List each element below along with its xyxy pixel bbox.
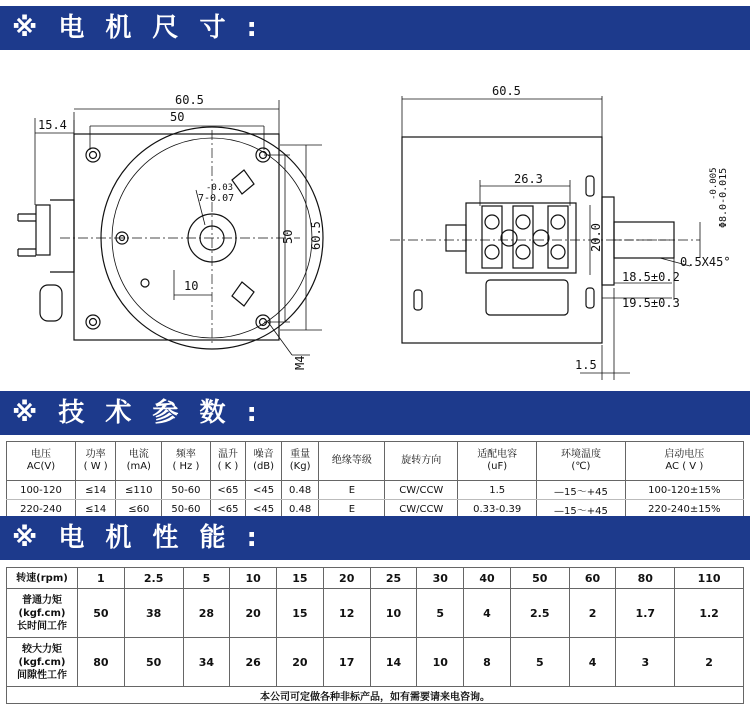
perf-value-cell: 20 (230, 589, 277, 638)
spec-cell: <45 (246, 481, 282, 500)
spec-cell: ≤110 (116, 481, 162, 500)
spec-header-title: 启动电压 (664, 449, 705, 460)
perf-value-cell: 14 (370, 638, 417, 687)
spec-cell: E (319, 500, 385, 519)
label-m4: M4 (293, 355, 307, 370)
perf-row-label-line: (kgf.cm) (18, 656, 66, 668)
motor-dimension-drawing (0, 52, 750, 397)
spec-header-unit: (mA) (126, 461, 151, 472)
perf-speed-cell: 80 (616, 568, 675, 589)
perf-value-cell: 38 (124, 589, 183, 638)
perf-value-cell: 10 (370, 589, 417, 638)
dim-19-5: 19.5±0.3 (622, 296, 680, 310)
perf-value-cell: 10 (417, 638, 464, 687)
spec-header-unit: (dB) (253, 461, 275, 472)
perf-row-label (7, 638, 78, 687)
dim-chamfer: 0.5X45° (680, 255, 731, 269)
spec-header-11 (625, 442, 743, 481)
spec-cell: 0.48 (281, 500, 318, 519)
spec-header-9 (458, 442, 537, 481)
cable-grommet (40, 285, 62, 321)
spec-cell: 220-240 (7, 500, 76, 519)
perf-value-cell: 15 (277, 589, 324, 638)
spec-cell: ≤14 (75, 500, 115, 519)
spec-table (6, 441, 744, 519)
spec-header-4 (210, 442, 246, 481)
perf-row-label-line: 间隙性工作 (17, 669, 67, 681)
spec-header-6 (281, 442, 318, 481)
spec-cell: <65 (210, 500, 246, 519)
perf-note: 本公司可定做各种非标产品，如有需要请来电咨询。 (7, 687, 744, 704)
spec-header-title: 电压 (30, 449, 51, 460)
perf-value-cell: 80 (78, 638, 125, 687)
spec-cell: 100-120 (7, 481, 76, 500)
spec-header-10 (537, 442, 625, 481)
perf-value-cell: 1.2 (675, 589, 744, 638)
dim-lead-15-4: 15.4 (38, 118, 67, 132)
spec-header-title: 功率 (85, 449, 106, 460)
spec-header-5 (246, 442, 282, 481)
spec-cell: <65 (210, 481, 246, 500)
dim-side-60-5: 60.5 (492, 84, 521, 98)
perf-speed-cell: 10 (230, 568, 277, 589)
perf-row-label-line: 较大力矩 (22, 643, 62, 655)
spec-header-8 (385, 442, 458, 481)
spec-header-title: 环境温度 (560, 449, 601, 460)
perf-value-cell: 17 (323, 638, 370, 687)
spec-cell: 1.5 (458, 481, 537, 500)
arc-slot-bottom (232, 282, 254, 306)
dim-front-height-60-5: 60.5 (309, 221, 323, 250)
spec-header-title: 旋转方向 (401, 455, 442, 466)
perf-row-label-line: 普通力矩 (22, 594, 62, 606)
spec-header-title: 重量 (290, 449, 311, 460)
perf-row-label-line: 长时间工作 (17, 620, 67, 632)
spec-header-title: 噪音 (253, 449, 274, 460)
perf-value-cell: 50 (78, 589, 125, 638)
perf-value-cell: 28 (183, 589, 230, 638)
perf-value-cell: 4 (569, 638, 616, 687)
perf-speed-cell: 50 (510, 568, 569, 589)
spec-cell: ≤14 (75, 481, 115, 500)
spec-header-unit: (Kg) (289, 461, 311, 472)
spec-cell: E (319, 481, 385, 500)
spec-cell: 0.48 (281, 481, 318, 500)
mount-hole-bl (86, 315, 100, 329)
section-banner-performance: ※ 电 机 性 能 : (0, 516, 750, 560)
spec-header-title: 适配电容 (477, 449, 518, 460)
perf-value-cell: 3 (616, 638, 675, 687)
spec-header-unit: ( K ) (217, 461, 239, 472)
spec-header-unit: (uF) (487, 461, 508, 472)
perf-value-cell: 26 (230, 638, 277, 687)
perf-speed-cell: 15 (277, 568, 324, 589)
perf-value-cell: 4 (464, 589, 511, 638)
spec-header-title: 温升 (217, 449, 238, 460)
perf-row-label-line: (kgf.cm) (18, 607, 66, 619)
spec-header-unit: ( Hz ) (172, 461, 200, 472)
dim-26-3: 26.3 (514, 172, 543, 186)
spec-cell: —15～+45 (537, 481, 625, 500)
spec-cell: 100-120±15% (625, 481, 743, 500)
perf-value-cell: 50 (124, 638, 183, 687)
dim-front-height-50: 50 (281, 229, 295, 244)
perf-value-cell: 2 (569, 589, 616, 638)
spec-header-2 (116, 442, 162, 481)
perf-value-cell: 5 (417, 589, 464, 638)
perf-value-cell: 2.5 (510, 589, 569, 638)
perf-speed-label: 转速(rpm) (7, 568, 78, 589)
rear-stub (446, 225, 466, 251)
section-banner-dimensions: ※ 电 机 尺 寸 : (0, 6, 750, 50)
spec-cell: <45 (246, 500, 282, 519)
perf-speed-cell: 30 (417, 568, 464, 589)
spec-cell: 50-60 (162, 500, 210, 519)
spec-header-unit: ( W ) (83, 461, 108, 472)
spec-cell: 220-240±15% (625, 500, 743, 519)
dim-front-width-60-5: 60.5 (175, 93, 204, 107)
dim-18-5: 18.5±0.2 (622, 270, 680, 284)
spec-header-unit: AC ( V ) (665, 461, 704, 472)
spec-cell: 0.33-0.39 (458, 500, 537, 519)
spec-header-title: 电流 (128, 449, 149, 460)
lead-terminal (36, 205, 50, 255)
spec-header-unit: AC(V) (26, 461, 56, 472)
front-housing (74, 134, 279, 340)
perf-speed-cell: 40 (464, 568, 511, 589)
spec-header-row (7, 442, 744, 481)
perf-speed-cell: 110 (675, 568, 744, 589)
side-flange (602, 197, 614, 285)
spec-cell: 50-60 (162, 481, 210, 500)
perf-speed-cell: 1 (78, 568, 125, 589)
spec-cell: CW/CCW (385, 500, 458, 519)
dim-shaft-diameter: Φ8.0-0.015 (718, 167, 729, 228)
perf-speed-cell: 25 (370, 568, 417, 589)
spec-header-0 (7, 442, 76, 481)
perf-value-cell: 1.7 (616, 589, 675, 638)
arc-slot-top (232, 170, 254, 194)
perf-normal-torque-row (7, 589, 744, 638)
perf-high-torque-row (7, 638, 744, 687)
perf-value-cell: 8 (464, 638, 511, 687)
dim-10: 10 (184, 279, 199, 293)
perf-speed-cell: 60 (569, 568, 616, 589)
perf-speed-cell: 20 (323, 568, 370, 589)
spec-header-3 (162, 442, 210, 481)
dim-1-5: 1.5 (575, 358, 597, 372)
dim-20-0: 20.0 (589, 223, 603, 252)
perf-speed-row (7, 568, 744, 589)
dim-tol-upper: -0.03 (206, 183, 234, 193)
perf-speed-cell: 5 (183, 568, 230, 589)
spec-header-unit: (℃) (571, 461, 591, 472)
perf-speed-cell: 2.5 (124, 568, 183, 589)
spec-header-title: 频率 (175, 449, 196, 460)
perf-value-cell: 12 (323, 589, 370, 638)
perf-value-cell: 2 (675, 638, 744, 687)
performance-table (6, 567, 744, 704)
mount-hole-tl (86, 148, 100, 162)
perf-value-cell: 5 (510, 638, 569, 687)
dim-tol-base: 7-0.07 (198, 193, 235, 204)
perf-value-cell: 20 (277, 638, 324, 687)
spec-header-title: 绝缘等级 (331, 455, 372, 466)
spec-cell: ≤60 (116, 500, 162, 519)
dim-front-width-50: 50 (170, 110, 185, 124)
perf-value-cell: 34 (183, 638, 230, 687)
spec-header-1 (75, 442, 115, 481)
spec-cell: —15～+45 (537, 500, 625, 519)
section-banner-specs: ※ 技 术 参 数 : (0, 391, 750, 435)
dim-shaft-tol-upper: -0.005 (709, 167, 719, 200)
spec-cell: CW/CCW (385, 481, 458, 500)
spec-header-7 (319, 442, 385, 481)
perf-row-label (7, 589, 78, 638)
spec-row-100-120 (7, 481, 744, 500)
